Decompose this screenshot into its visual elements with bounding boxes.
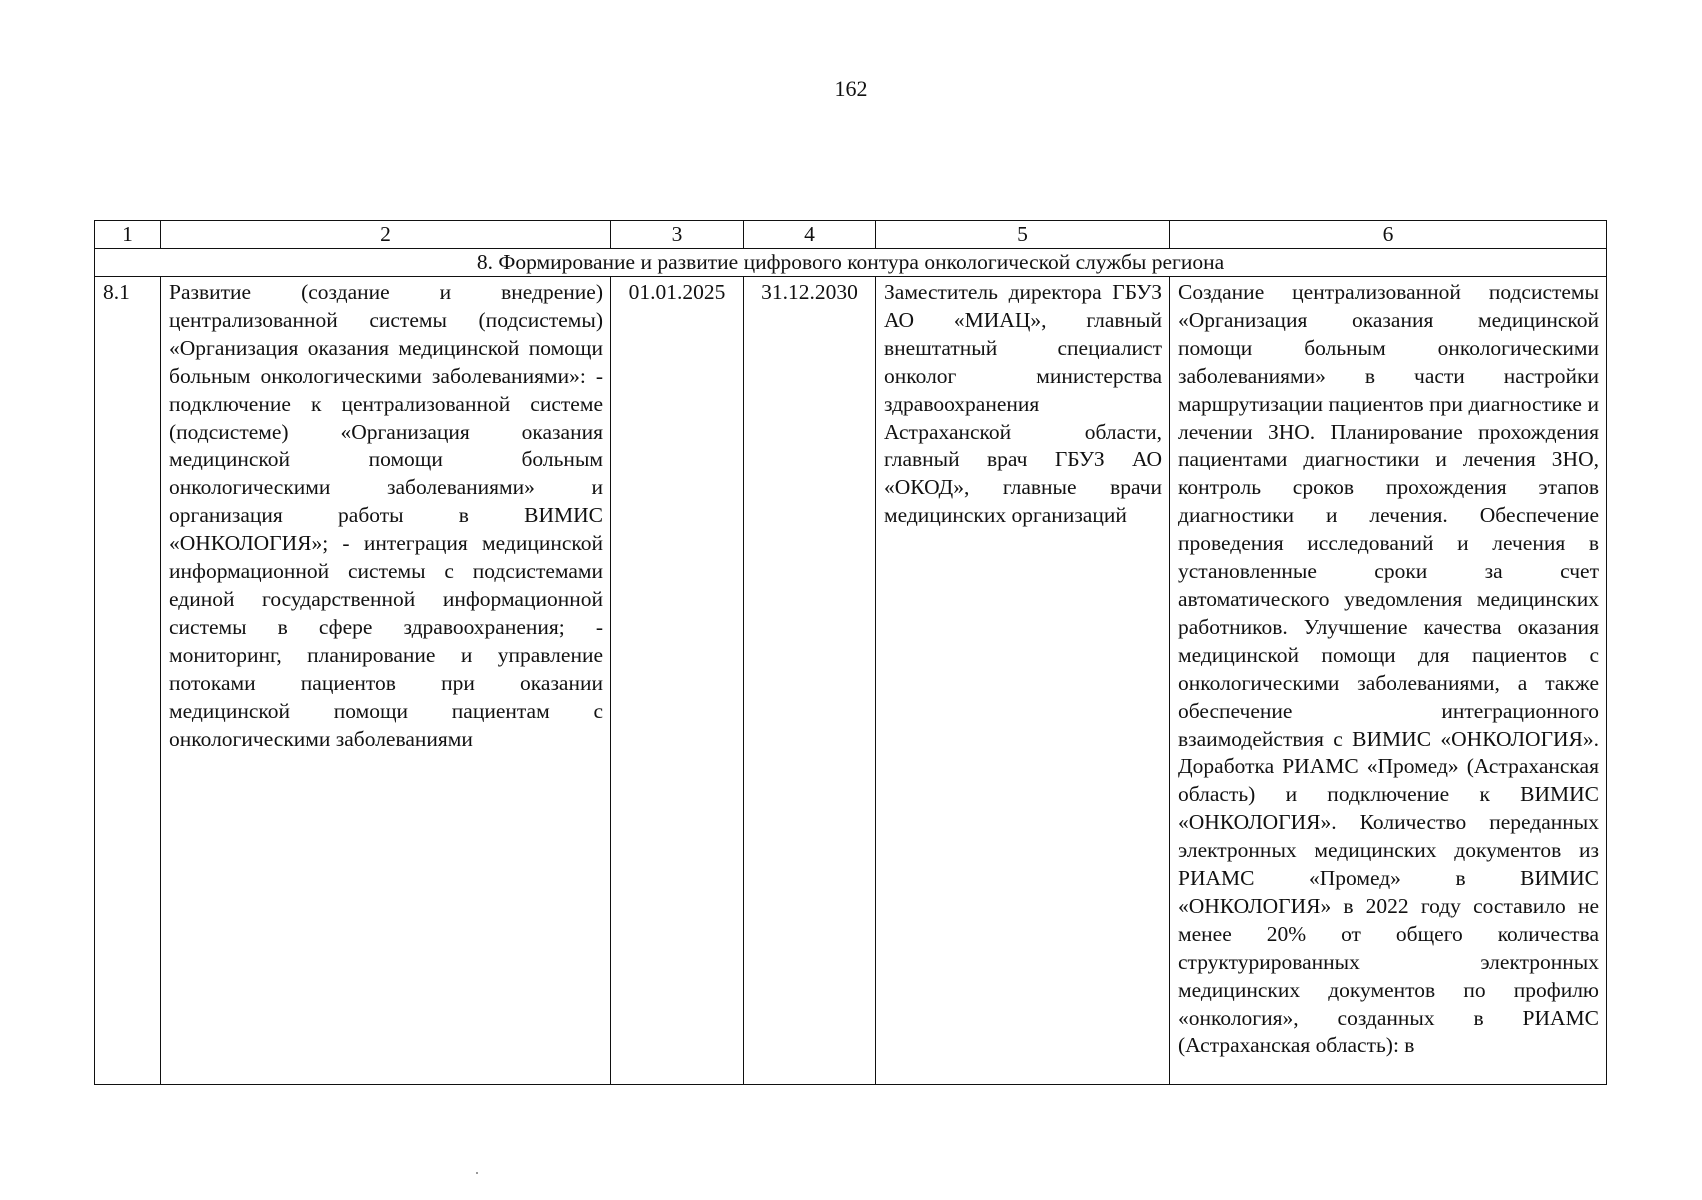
section-title: 8. Формирование и развитие цифрового контура онкологической службы региона — [95, 249, 1607, 277]
column-number: 3 — [611, 221, 744, 249]
end-date-cell: 31.12.2030 — [744, 277, 876, 1085]
plan-table — [94, 220, 1607, 1085]
page-number: 162 — [834, 76, 868, 101]
result-cell: Создание централизованной подсистемы «Организация оказания медицинской помощи больным онкологическими заболеваниями» в части настройки маршрутизации пациентов при диагностике и лечении ЗНО. Планирование прохождения пациентами диагностики и лечения ЗНО, контроль сроков прохождения этапов диагностики и лечения. Обеспечение проведения исследований и лечения в установленные сроки за счет автоматического уведомления медицинских работников. Улучшение качества оказания медицинской помощи для пациентов с онкологическими заболеваниями, а также обеспечение интеграционного взаимодействия с ВИМИС «ОНКОЛОГИЯ». Доработка РИАМС «Промед» (Астраханская область) и подключение к ВИМИС «ОНКОЛОГИЯ». Количество переданных электронных медицинских документов из РИАМС «Промед» в ВИМИС «ОНКОЛОГИЯ» в 2022 году составило не менее 20% от общего количества структурированных электронных медицинских документов по профилю «онкология», созданных в РИАМС (Астраханская область): в — [1170, 277, 1607, 1085]
section-row — [95, 249, 1607, 277]
row-number-cell: 8.1 — [95, 277, 161, 1085]
description-cell: Развитие (создание и внедрение) централизованной системы (подсистемы) «Организация оказания медицинской помощи больным онкологическими заболеваниями»: - подключение к централизованной системе (подсистеме) «Организация оказания медицинской помощи больным онкологическими заболеваниями» и организация работы в ВИМИС «ОНКОЛОГИЯ»; - интеграция медицинской информационной системы с подсистемами единой государственной информационной системы в сфере здравоохранения; - мониторинг, планирование и управление потоками пациентов при оказании медицинской помощи пациентам с онкологическими заболеваниями — [161, 277, 611, 1085]
table-row — [95, 277, 1607, 1085]
column-number: 1 — [95, 221, 161, 249]
column-number: 5 — [876, 221, 1170, 249]
scan-speck — [476, 1172, 478, 1174]
start-date-cell: 01.01.2025 — [611, 277, 744, 1085]
column-number: 2 — [161, 221, 611, 249]
column-number-row — [95, 221, 1607, 249]
column-number: 6 — [1170, 221, 1607, 249]
responsible-cell: Заместитель директора ГБУЗ АО «МИАЦ», главный внештатный специалист онколог министерства здравоохранения Астраханской области, главный врач ГБУЗ АО «ОКОД», главные врачи медицинских организаций — [876, 277, 1170, 1085]
column-number: 4 — [744, 221, 876, 249]
